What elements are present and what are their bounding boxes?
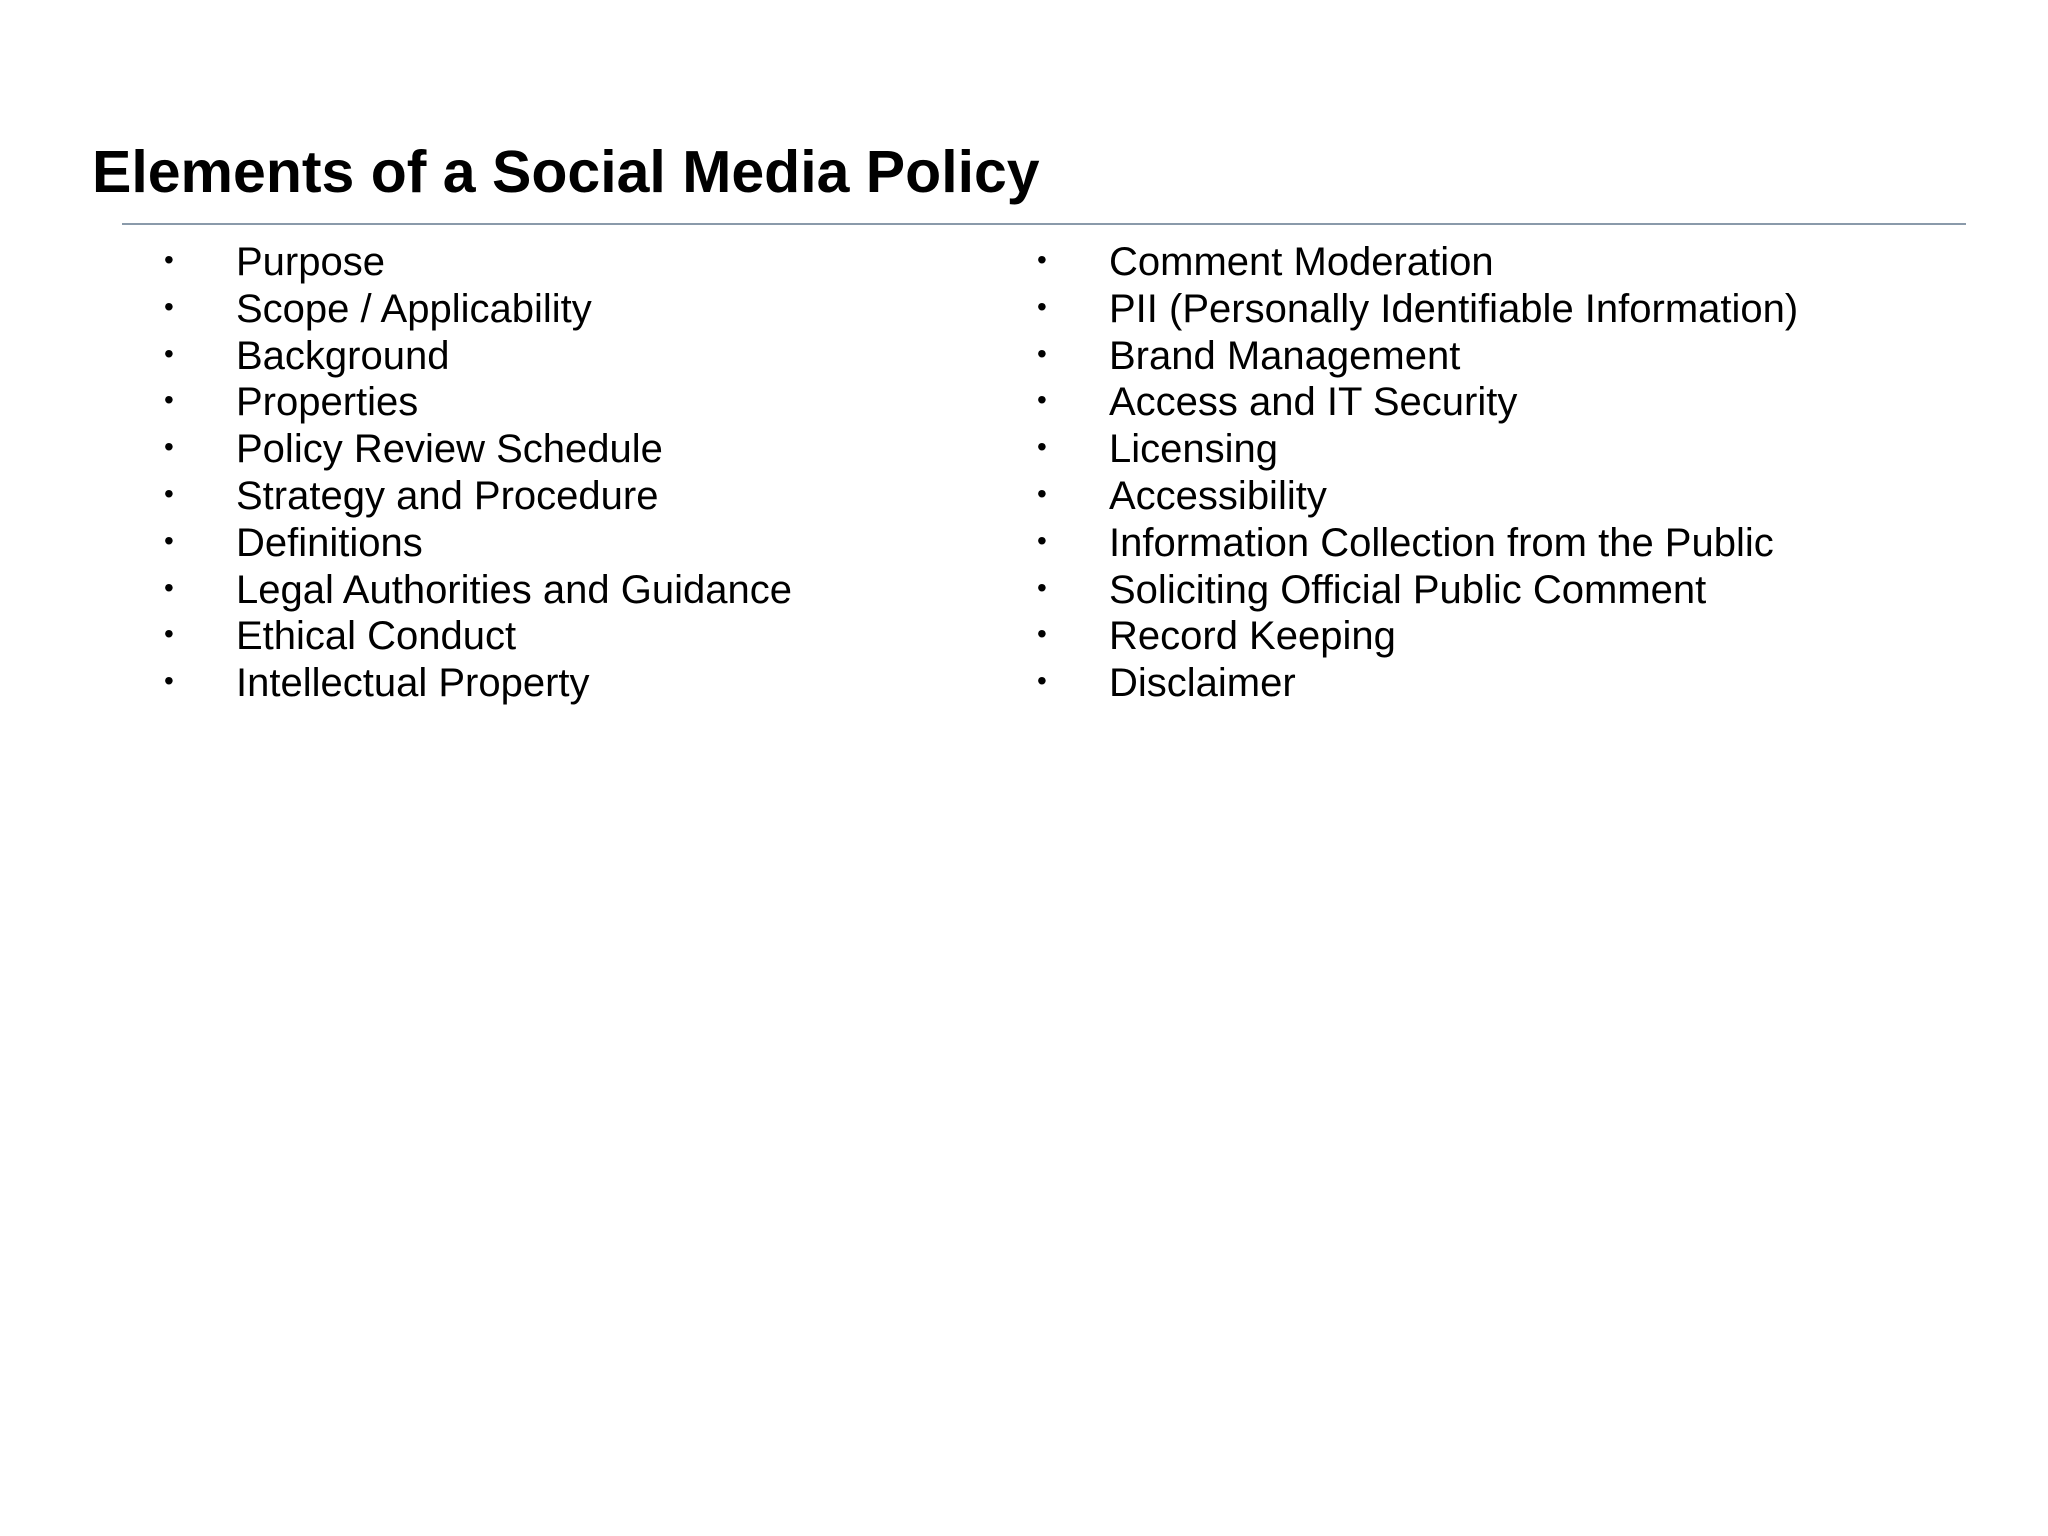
list-item	[1037, 379, 1977, 426]
list-item	[164, 660, 984, 707]
list-item-text: Strategy and Procedure	[236, 473, 659, 518]
bullet-icon: •	[164, 618, 174, 650]
list-item-text: Legal Authorities and Guidance	[236, 567, 792, 612]
list-item-text: Accessibility	[1109, 473, 1327, 518]
list-item-text: Soliciting Official Public Comment	[1109, 567, 1707, 612]
bullet-icon: •	[1037, 618, 1047, 650]
bullet-icon: •	[164, 477, 174, 509]
list-item	[1037, 473, 1977, 520]
list-item	[1037, 286, 1977, 333]
list-item	[1037, 239, 1977, 286]
list-item-text: Comment Moderation	[1109, 240, 1494, 284]
list-item	[1037, 520, 1977, 567]
list-item	[164, 239, 984, 286]
list-item-text: Intellectual Property	[236, 661, 590, 706]
bullet-icon: •	[1037, 337, 1047, 369]
list-item	[1037, 660, 1977, 707]
list-item	[164, 613, 984, 660]
bullet-icon: •	[1037, 477, 1047, 509]
list-item	[164, 426, 984, 473]
list-item-text: Record Keeping	[1109, 614, 1396, 659]
list-item-text: Properties	[236, 380, 419, 425]
list-item-text: Information Collection from the Public	[1109, 520, 1774, 565]
bullet-icon: •	[1037, 524, 1047, 556]
list-item	[164, 520, 984, 567]
bullet-icon: •	[164, 524, 174, 556]
bullet-icon: •	[1037, 571, 1047, 603]
list-item	[1037, 613, 1977, 660]
bullet-icon: •	[1037, 431, 1047, 463]
list-item-text: Definitions	[236, 520, 423, 565]
list-item	[164, 333, 984, 380]
list-item-text: Licensing	[1109, 427, 1279, 472]
bullet-icon: •	[164, 244, 174, 275]
list-item-text: Background	[236, 333, 450, 378]
list-item	[164, 567, 984, 614]
right-bullet-list	[1037, 239, 1977, 707]
bullet-icon: •	[1037, 665, 1047, 697]
list-item	[1037, 567, 1977, 614]
bullet-icon: •	[1037, 384, 1047, 416]
list-item-text: PII (Personally Identifiable Information)	[1109, 286, 1799, 331]
bullet-icon: •	[164, 431, 174, 463]
list-item-text: Disclaimer	[1109, 661, 1296, 706]
bullet-icon: •	[1037, 290, 1047, 322]
list-item	[1037, 333, 1977, 380]
bullet-icon: •	[164, 290, 174, 322]
list-item-text: Ethical Conduct	[236, 614, 517, 659]
list-item-text: Brand Management	[1109, 333, 1461, 378]
bullet-icon: •	[1037, 244, 1047, 275]
list-item-text: Access and IT Security	[1109, 380, 1518, 425]
bullet-icon: •	[164, 384, 174, 416]
list-item	[164, 379, 984, 426]
list-item	[1037, 426, 1977, 473]
bullet-icon: •	[164, 337, 174, 369]
title-divider	[122, 223, 1966, 225]
list-item-text: Scope / Applicability	[236, 286, 592, 331]
slide-title: Elements of a Social Media Policy	[92, 139, 1040, 205]
list-item-text: Policy Review Schedule	[236, 427, 663, 472]
bullet-icon: •	[164, 665, 174, 697]
left-bullet-list	[164, 239, 984, 707]
bullet-icon: •	[164, 571, 174, 603]
list-item	[164, 473, 984, 520]
list-item	[164, 286, 984, 333]
list-item-text: Purpose	[236, 240, 385, 284]
